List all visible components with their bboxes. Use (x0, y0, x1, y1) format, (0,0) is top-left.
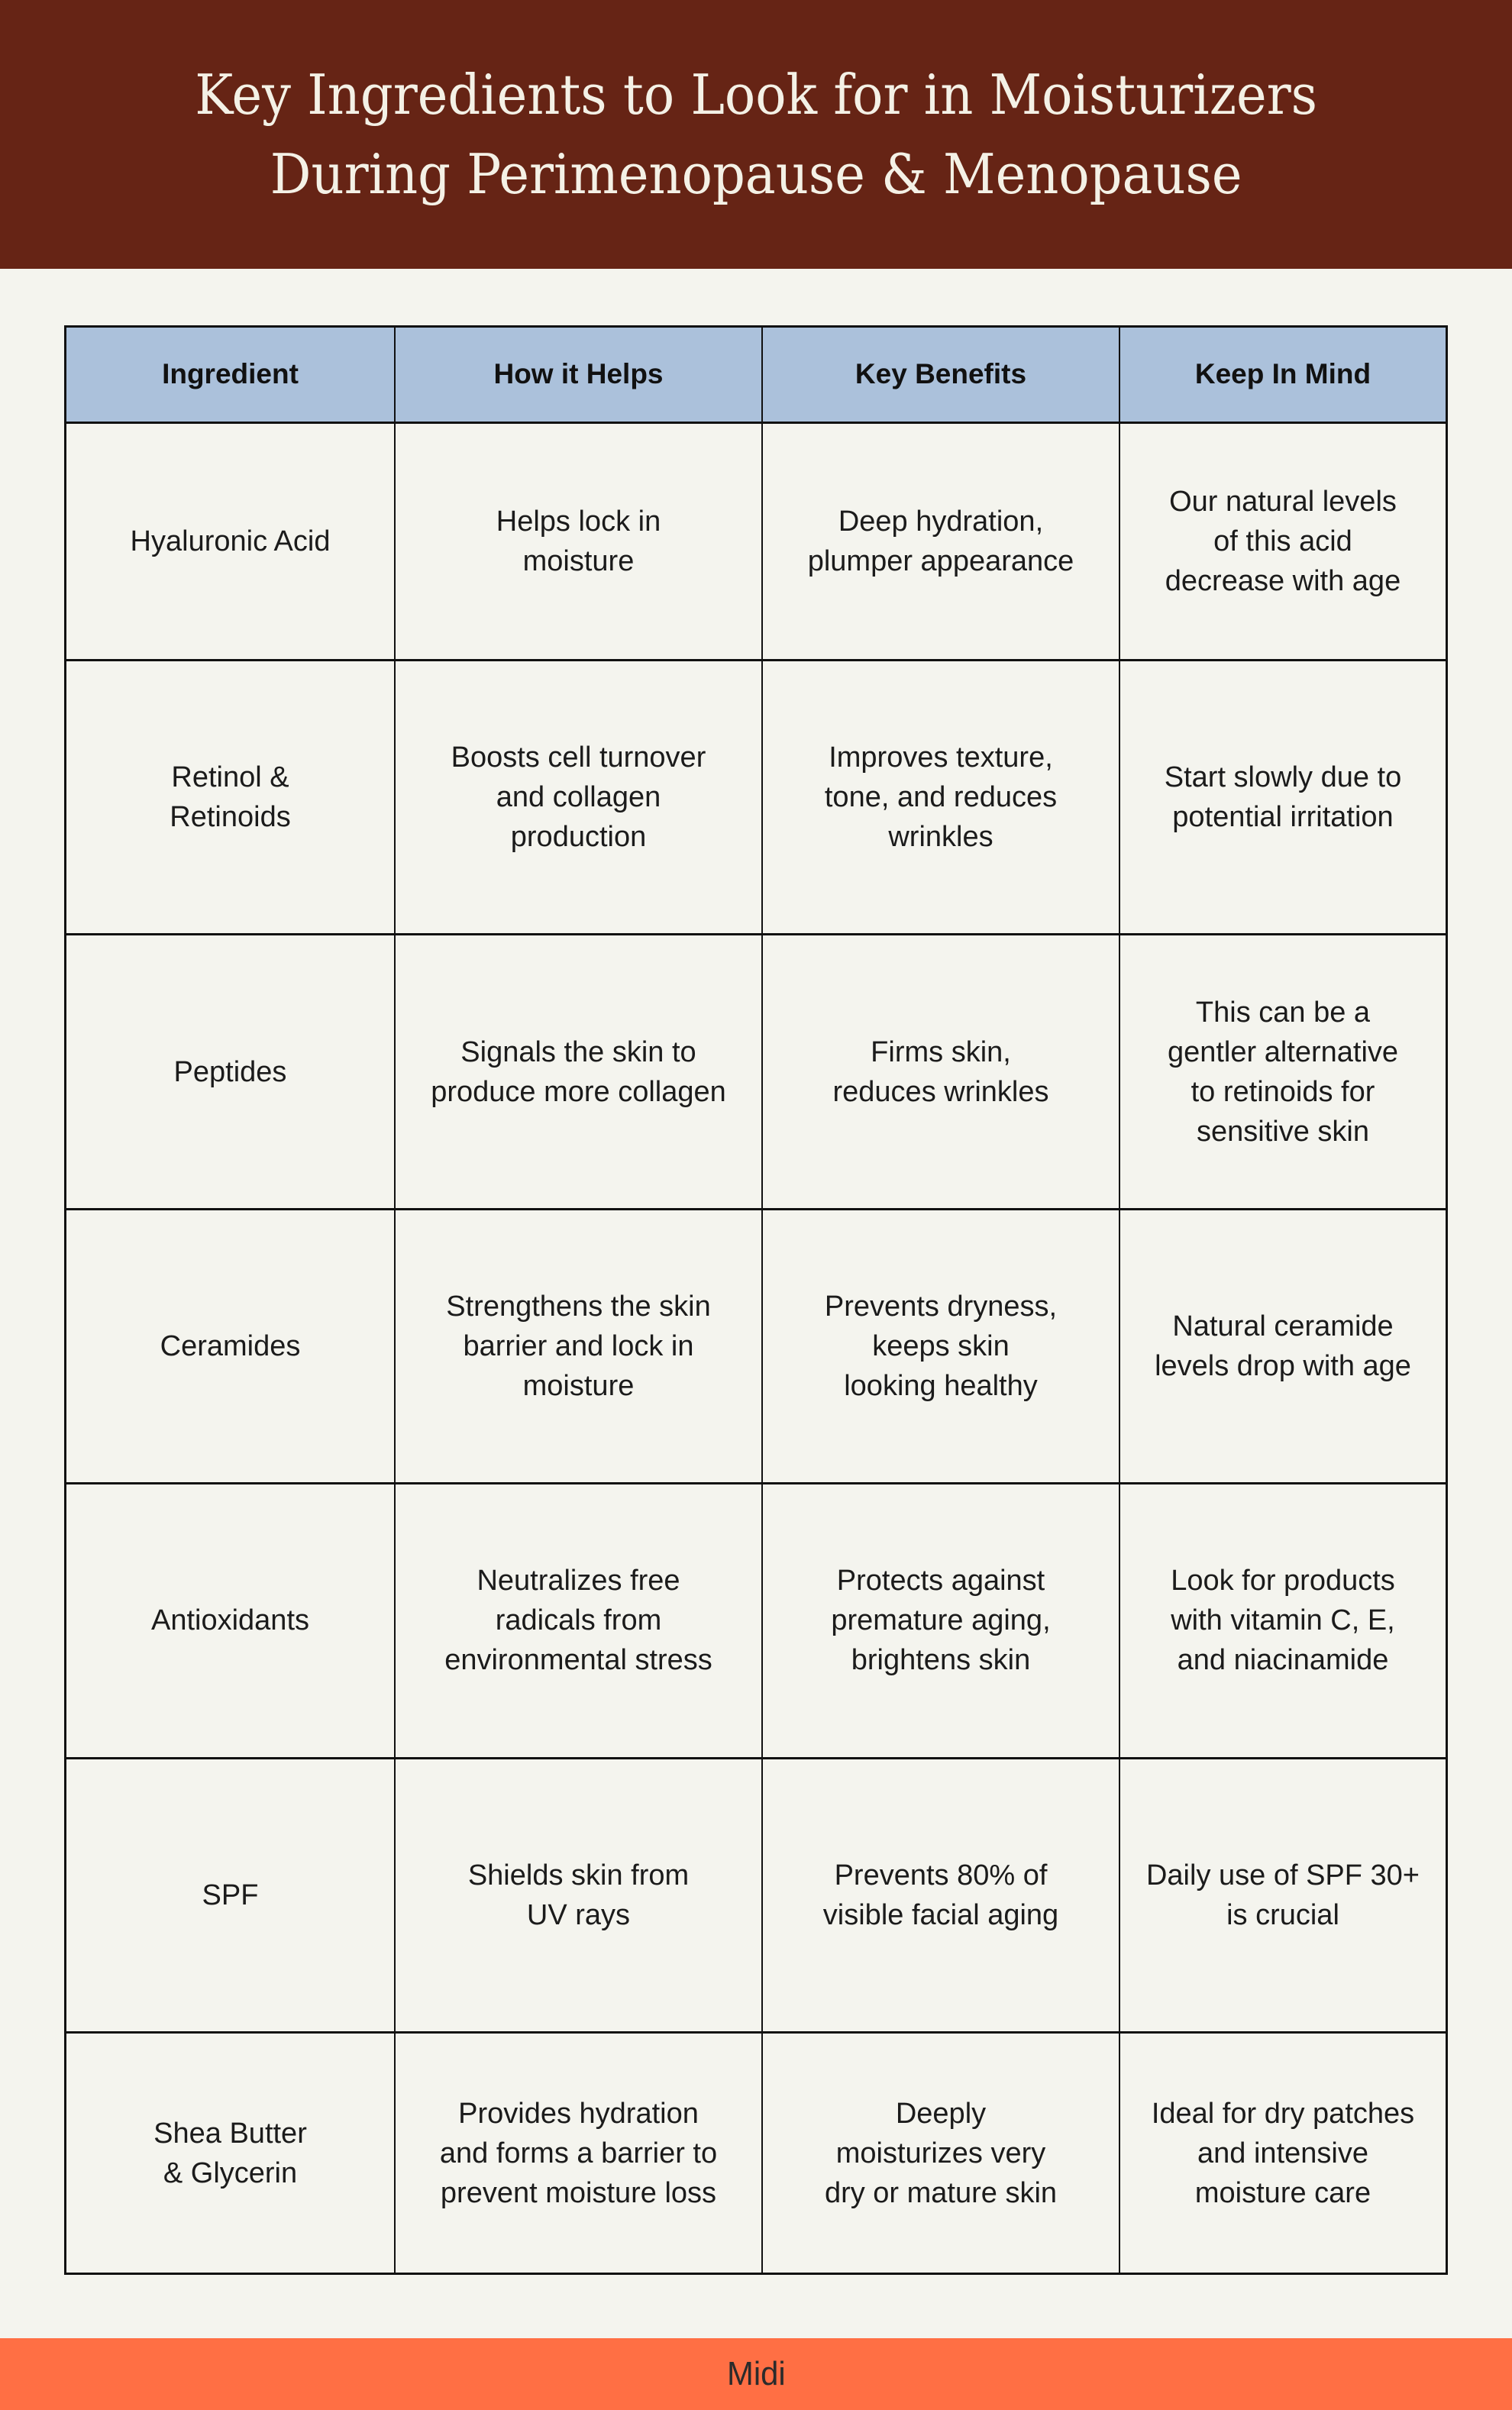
cell-text (174, 1052, 287, 1092)
cell-line: Retinoids (170, 801, 291, 834)
cell-line: moisturizes very (835, 2137, 1046, 2169)
cell-text (202, 1875, 259, 1915)
cell-line: wrinkles (888, 821, 993, 854)
cell-text (1152, 2094, 1414, 2213)
column-header-keep-in-mind: Keep In Mind (1119, 328, 1446, 422)
cell-line: production (510, 821, 647, 854)
cell-line: barrier and lock in (463, 1329, 694, 1362)
cell-how-it-helps (395, 1209, 762, 1483)
cell-ingredient (66, 422, 395, 660)
cell-line: Prevents dryness, (824, 1290, 1058, 1323)
cell-text (825, 738, 1057, 857)
cell-text (444, 1561, 712, 1680)
cell-text (496, 502, 661, 581)
cell-text (825, 1287, 1057, 1406)
cell-line: prevent moisture loss (440, 2176, 717, 2209)
column-header-key-benefits: Key Benefits (762, 328, 1119, 422)
cell-line: Hyaluronic Acid (130, 525, 331, 557)
cell-ingredient (66, 2033, 395, 2273)
title-line: During Perimenopause & Menopause (270, 142, 1242, 206)
cell-line: dry or mature skin (824, 2176, 1058, 2209)
cell-line: Ideal for dry patches (1151, 2097, 1415, 2130)
table-header-row (66, 328, 1446, 422)
cell-line: gentler alternative (1167, 1035, 1399, 1068)
cell-text (1165, 482, 1401, 601)
cell-line: environmental stress (444, 1644, 712, 1677)
cell-text (160, 1326, 301, 1366)
cell-key-benefits (762, 1758, 1119, 2032)
cell-keep-in-mind (1119, 1484, 1446, 1758)
cell-line: keeps skin (872, 1329, 1010, 1362)
cell-key-benefits (762, 422, 1119, 660)
cell-how-it-helps (395, 2033, 762, 2273)
cell-text (1168, 993, 1398, 1152)
cell-key-benefits (762, 1484, 1119, 1758)
cell-text (440, 2094, 717, 2213)
cell-line: premature aging, (831, 1604, 1051, 1637)
cell-line: UV rays (526, 1898, 631, 1931)
cell-text (153, 2114, 307, 2193)
cell-ingredient (66, 1758, 395, 2032)
cell-key-benefits (762, 935, 1119, 1209)
cell-text (451, 738, 706, 857)
table-row (66, 660, 1446, 934)
cell-line: Retinol & (171, 761, 289, 794)
cell-key-benefits (762, 660, 1119, 934)
cell-line: and niacinamide (1177, 1644, 1389, 1677)
column-header-how-it-helps: How it Helps (395, 328, 762, 422)
table-row (66, 1758, 1446, 2032)
cell-line: Neutralizes free (477, 1565, 680, 1598)
cell-text (1155, 1307, 1411, 1386)
cell-keep-in-mind (1119, 935, 1446, 1209)
cell-line: moisture care (1194, 2176, 1371, 2209)
cell-line: moisture (522, 544, 635, 577)
table-row (66, 1484, 1446, 1758)
cell-text (468, 1856, 689, 1935)
cell-ingredient (66, 1209, 395, 1483)
title-line: Key Ingredients to Look for in Moisturizers (195, 63, 1317, 127)
cell-line: levels drop with age (1155, 1349, 1411, 1382)
cell-line: Look for products (1171, 1565, 1395, 1598)
table-row (66, 422, 1446, 660)
cell-line: with vitamin C, E, (1171, 1604, 1395, 1637)
cell-line: Peptides (173, 1055, 287, 1088)
cell-how-it-helps (395, 1484, 762, 1758)
cell-line: looking healthy (844, 1369, 1038, 1402)
cell-line: sensitive skin (1197, 1115, 1369, 1148)
cell-line: moisture (522, 1369, 635, 1402)
cell-line: Firms skin, (871, 1035, 1011, 1068)
cell-line: Helps lock in (496, 505, 661, 538)
cell-line: radicals from (495, 1604, 662, 1637)
table-row (66, 1209, 1446, 1483)
ingredients-table-container (64, 325, 1448, 2275)
cell-line: Deep hydration, (838, 505, 1044, 538)
cell-line: Ceramides (160, 1329, 301, 1362)
column-header-ingredient: Ingredient (66, 328, 395, 422)
cell-line: of this acid (1213, 525, 1352, 557)
cell-line: Start slowly due to (1164, 761, 1402, 794)
cell-key-benefits (762, 1209, 1119, 1483)
cell-line: Provides hydration (458, 2097, 699, 2130)
cell-text (1165, 758, 1401, 837)
cell-ingredient (66, 1484, 395, 1758)
cell-line: Strengthens the skin (446, 1290, 711, 1323)
cell-how-it-helps (395, 1758, 762, 2032)
title-banner (0, 0, 1512, 269)
cell-line: produce more collagen (431, 1075, 726, 1108)
cell-line: Natural ceramide (1172, 1310, 1394, 1342)
cell-keep-in-mind (1119, 422, 1446, 660)
table-row (66, 935, 1446, 1209)
cell-text (431, 1032, 726, 1112)
cell-text (131, 522, 331, 561)
cell-text (151, 1601, 309, 1640)
footer-banner (0, 2338, 1512, 2410)
cell-keep-in-mind (1119, 660, 1446, 934)
cell-line: Deeply (895, 2097, 987, 2130)
cell-line: brightens skin (851, 1644, 1031, 1677)
cell-line: is crucial (1226, 1898, 1339, 1931)
cell-keep-in-mind (1119, 1209, 1446, 1483)
cell-key-benefits (762, 2033, 1119, 2273)
cell-text (1146, 1856, 1420, 1935)
cell-how-it-helps (395, 422, 762, 660)
cell-line: visible facial aging (822, 1898, 1059, 1931)
cell-text (446, 1287, 710, 1406)
page-title (195, 55, 1317, 214)
cell-ingredient (66, 935, 395, 1209)
cell-text (833, 1032, 1049, 1112)
cell-line: and forms a barrier to (439, 2137, 718, 2169)
cell-keep-in-mind (1119, 2033, 1446, 2273)
cell-line: SPF (202, 1879, 259, 1911)
cell-line: decrease with age (1165, 564, 1401, 597)
cell-line: Shields skin from (467, 1859, 690, 1891)
cell-line: Prevents 80% of (834, 1859, 1048, 1891)
cell-how-it-helps (395, 935, 762, 1209)
ingredients-table (66, 328, 1446, 2273)
cell-line: and collagen (496, 781, 661, 814)
cell-line: Shea Butter (153, 2117, 307, 2150)
table-body (66, 422, 1446, 2273)
cell-line: reduces wrinkles (832, 1075, 1049, 1108)
brand-logo: Midi (726, 2355, 786, 2392)
cell-line: This can be a (1195, 996, 1371, 1029)
cell-line: Boosts cell turnover (451, 741, 706, 774)
cell-text (825, 2094, 1057, 2213)
cell-line: Protects against (836, 1565, 1045, 1598)
cell-line: Our natural levels (1169, 485, 1397, 518)
table-row (66, 2033, 1446, 2273)
cell-line: potential irritation (1172, 801, 1394, 834)
cell-text (170, 758, 290, 837)
cell-line: tone, and reduces (824, 781, 1058, 814)
cell-line: plumper appearance (807, 544, 1074, 577)
cell-text (808, 502, 1074, 581)
cell-line: & Glycerin (163, 2156, 298, 2189)
cell-text (1171, 1561, 1395, 1680)
cell-keep-in-mind (1119, 1758, 1446, 2032)
cell-how-it-helps (395, 660, 762, 934)
cell-line: Signals the skin to (460, 1035, 696, 1068)
cell-line: Daily use of SPF 30+ (1145, 1859, 1420, 1891)
cell-line: Improves texture, (829, 741, 1053, 774)
cell-ingredient (66, 660, 395, 934)
cell-line: and intensive (1197, 2137, 1368, 2169)
cell-line: Antioxidants (150, 1604, 309, 1637)
cell-line: to retinoids for (1191, 1075, 1375, 1108)
cell-text (823, 1856, 1058, 1935)
cell-text (831, 1561, 1050, 1680)
